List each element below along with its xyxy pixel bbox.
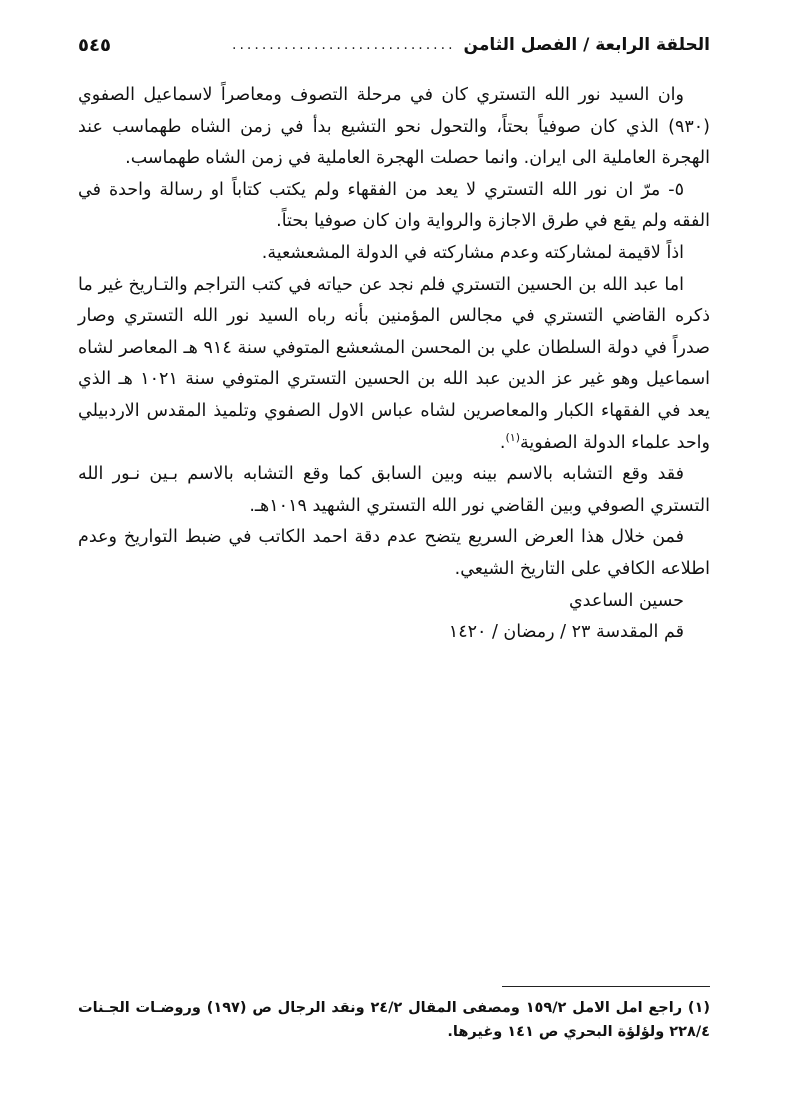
paragraph-4-text: اما عبد الله بن الحسين التستري فلم نجد عن حياته في كتب التراجم والتـاريخ غير ما ذكره القاضي التستري في مجالس المؤمنين بأنه رباه السيد نور الله التستري وصار صدراً في دولة السلطان علي بن المحسن المشعشع المتوفي سنة ٩١٤ هـ المعاصر لشاه اسماعيل وهو غير عز الدين عبد الله بن الحسين التستري المتوفي سنة ١٠٢١ هـ الذي يعد في الفقهاء الكبار والمعاصرين لشاه عباس الاول الصفوي وتلميذ المقدس الاردبيلي واحد علماء الدولة الصفوية <box>78 274 710 453</box>
signature-place-date: قم المقدسة ٢٣ / رمضان / ١٤٢٠ <box>448 622 684 643</box>
paragraph-4 <box>78 270 710 460</box>
paragraph-4-end: . <box>499 432 506 453</box>
page-number: ٥٤٥ <box>78 34 111 56</box>
footnote-divider <box>502 986 710 987</box>
paragraph-2: ٥- مرّ ان نور الله التستري لا يعد من الفقهاء ولم يكتب كتاباً او رسالة واحدة في الفقه ولم يقع في طرق الاجازة والرواية وان كان صوفيا بحتاً. <box>78 179 710 232</box>
paragraph-1: وان السيد نور الله التستري كان في مرحلة التصوف ومعاصراً لاسماعيل الصفوي (٩٣٠) الذي كان صوفياً بحتاً، والتحول نحو التشيع بدأ في زمن الشاه طهماسب عند الهجرة العاملية الى ايران. وانما حصلت الهجرة العاملية في زمن الشاه طهماسب. <box>78 85 710 169</box>
body-text <box>78 80 710 649</box>
running-title: الحلقة الرابعة / الفصل الثامن <box>463 35 710 55</box>
signature-name: حسين الساعدي <box>568 590 684 611</box>
paragraph-3: اذاً لاقيمة لمشاركته وعدم مشاركته في الدولة المشعشعية. <box>261 242 684 263</box>
paragraph-6: فمن خلال هذا العرض السريع يتضح عدم دقة احمد الكاتب في ضبط التواريخ وعدم اطلاعه الكافي على التاريخ الشيعي. <box>78 527 710 579</box>
footnotes <box>78 996 710 1044</box>
footnote-1: (١) راجع امل الامل ١٥٩/٢ ومصفى المقال ٢٤/٢ ونقد الرجال ص (١٩٧) وروضـات الجـنات ٢٢٨/٤ ولؤلؤة البحري ص ١٤١ وغيرها. <box>78 1000 710 1040</box>
leader-dots: .............................. <box>232 37 456 53</box>
paragraph-5: فقد وقع التشابه بالاسم بينه وبين السابق كما وقع التشابه بالاسم بـين نـور الله التستري الصوفي وبين القاضي نور الله التستري الشهيد ١٠١٩هـ. <box>78 464 710 516</box>
footnote-ref-1: (١) <box>505 430 521 444</box>
page-header <box>78 30 710 60</box>
